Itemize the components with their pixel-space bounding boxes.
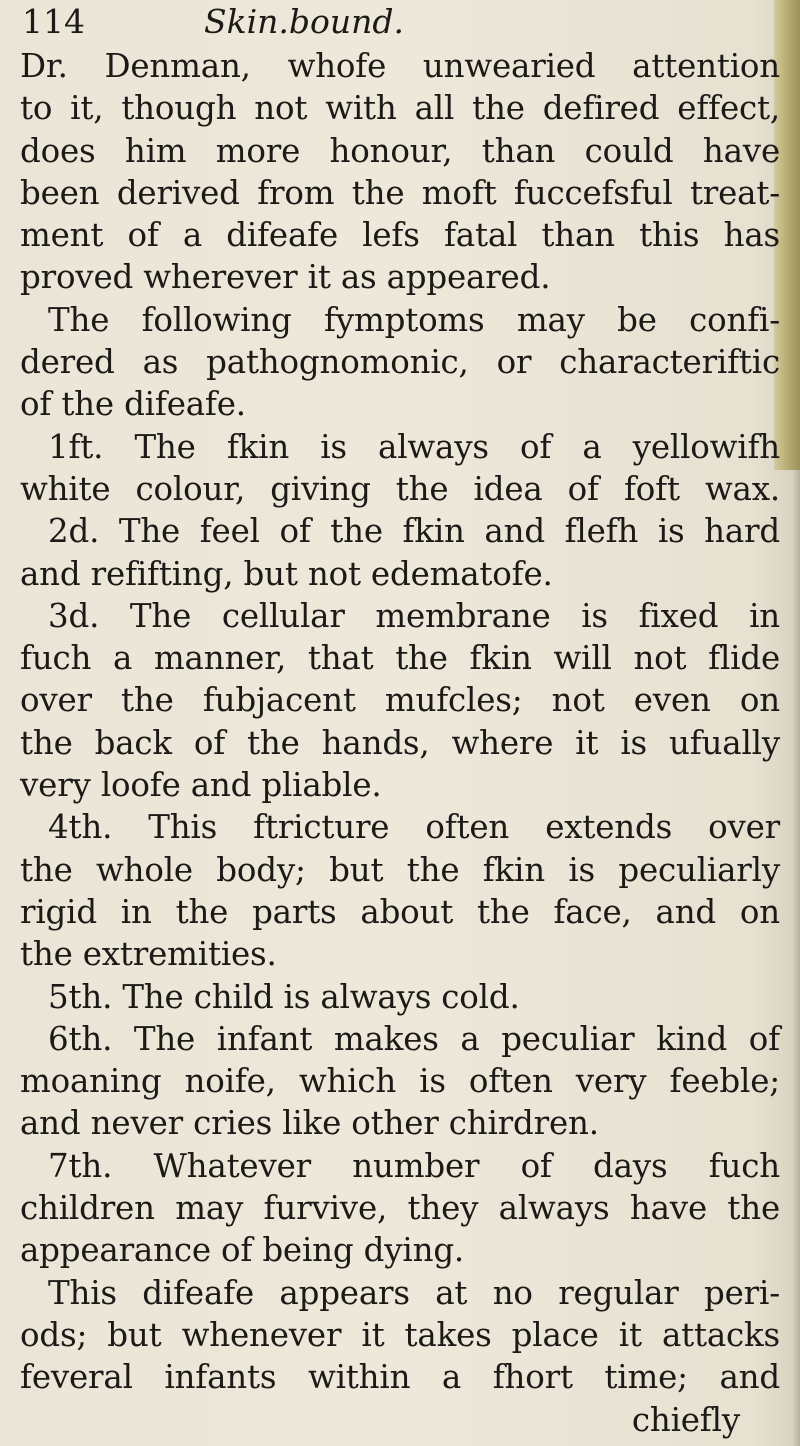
text-line: does him more honour, than could have: [20, 131, 780, 170]
text-line: and refifting, but not edematofe.: [20, 554, 553, 593]
catchword: chiefly: [631, 1400, 740, 1439]
text-line: over the fubjacent mufcles; not even on: [20, 681, 780, 720]
running-header: [22, 0, 622, 44]
text-line: 1ft. The fkin is always of a yellowifh: [48, 427, 780, 466]
text-line: This difeafe appears at no regular peri-: [48, 1273, 780, 1312]
text-line: feveral infants within a fhort time; and: [20, 1358, 780, 1397]
text-line: white colour, giving the idea of foft wax.: [20, 469, 780, 508]
text-line: the extremities.: [20, 935, 277, 974]
text-line: been derived from the moft fuccefsful treat-: [20, 173, 780, 212]
text-line: children may furvive, they always have the: [20, 1189, 780, 1228]
text-line: The following fymptoms may be confi-: [48, 300, 780, 339]
text-line: moaning noife, which is often very feeble;: [20, 1062, 780, 1101]
text-line: 2d. The feel of the fkin and flefh is hard: [48, 512, 780, 551]
page-edge-gutter: [792, 470, 800, 1446]
text-line: 7th. Whatever number of days fuch: [48, 1146, 780, 1185]
text-line: 3d. The cellular membrane is fixed in: [48, 596, 780, 635]
text-line: 5th. The child is always cold.: [48, 977, 520, 1016]
text-line: fuch a manner, that the fkin will not flide: [20, 639, 780, 678]
text-line: appearance of being dying.: [20, 1231, 465, 1270]
text-line: rigid in the parts about the face, and on: [20, 892, 780, 931]
page-number: 114: [22, 2, 85, 41]
text-line: Dr. Denman, whofe unwearied attention: [20, 47, 780, 85]
text-line: proved wherever it as appeared.: [20, 258, 551, 297]
body-text: [20, 45, 780, 1441]
text-line: and never cries like other chirdren.: [20, 1104, 599, 1143]
text-line: 4th. This ftricture often extends over: [48, 808, 780, 847]
running-title: Skin.bound.: [204, 2, 405, 41]
text-line: dered as pathognomonic, or characteriftic: [20, 343, 780, 382]
text-line: the back of the hands, where it is ufually: [20, 723, 780, 762]
text-line: ment of a difeafe lefs fatal than this has: [20, 216, 780, 255]
text-line: to it, though not with all the defired effect,: [20, 89, 780, 128]
text-line: of the difeafe.: [20, 385, 246, 424]
text-line: ods; but whenever it takes place it attacks: [20, 1315, 780, 1354]
text-line: the whole body; but the fkin is peculiarly: [20, 850, 780, 889]
text-line: 6th. The infant makes a peculiar kind of: [48, 1019, 780, 1058]
text-line: very loofe and pliable.: [20, 766, 382, 805]
